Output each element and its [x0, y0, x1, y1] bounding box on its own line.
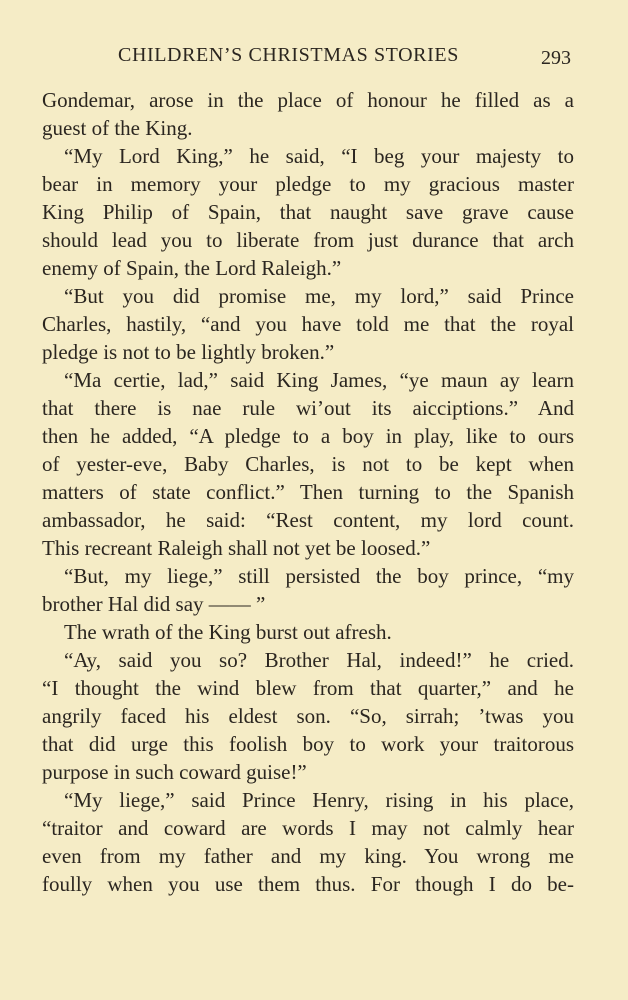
- text-line: even from my father and my king. You wrong me: [42, 844, 574, 868]
- text-line: This recreant Raleigh shall not yet be loosed.”: [42, 536, 431, 560]
- text-line: should lead you to liberate from just durance that arch: [42, 228, 574, 252]
- text-line: The wrath of the King burst out afresh.: [64, 620, 392, 644]
- text-line: bear in memory your pledge to my gracious master: [42, 172, 574, 196]
- text-line: “Ma certie, lad,” said King James, “ye maun ay learn: [64, 368, 574, 392]
- page-number: 293: [541, 47, 571, 69]
- running-title: CHILDREN’S CHRISTMAS STORIES: [118, 44, 459, 66]
- text-line: “I thought the wind blew from that quarter,” and he: [42, 676, 574, 700]
- text-line: King Philip of Spain, that naught save grave cause: [42, 200, 574, 224]
- text-line: foully when you use them thus. For though I do be-: [42, 872, 574, 896]
- text-line: ambassador, he said: “Rest content, my lord count.: [42, 508, 574, 532]
- text-line: guest of the King.: [42, 116, 193, 140]
- text-line: that there is nae rule wi’out its aicciptions.” And: [42, 396, 574, 420]
- text-line: brother Hal did say —— ”: [42, 592, 266, 616]
- text-line: Charles, hastily, “and you have told me that the royal: [42, 312, 574, 336]
- text-line: purpose in such coward guise!”: [42, 760, 307, 784]
- text-line: of yester-eve, Baby Charles, is not to be kept when: [42, 452, 574, 476]
- text-line: “But, my liege,” still persisted the boy prince, “my: [64, 564, 574, 588]
- body-text: [42, 86, 574, 898]
- text-line: matters of state conflict.” Then turning to the Spanish: [42, 480, 574, 504]
- text-line: “Ay, said you so? Brother Hal, indeed!” he cried.: [64, 648, 574, 672]
- text-line: enemy of Spain, the Lord Raleigh.”: [42, 256, 342, 280]
- text-line: that did urge this foolish boy to work your traitorous: [42, 732, 574, 756]
- text-line: pledge is not to be lightly broken.”: [42, 340, 335, 364]
- text-line: “My liege,” said Prince Henry, rising in his place,: [64, 788, 574, 812]
- text-line: then he added, “A pledge to a boy in play, like to ours: [42, 424, 574, 448]
- text-line: “My Lord King,” he said, “I beg your majesty to: [64, 144, 574, 168]
- text-line: Gondemar, arose in the place of honour he filled as a: [42, 88, 574, 112]
- text-line: angrily faced his eldest son. “So, sirrah; ’twas you: [42, 704, 574, 728]
- text-line: “But you did promise me, my lord,” said Prince: [64, 284, 574, 308]
- text-line: “traitor and coward are words I may not calmly hear: [42, 816, 574, 840]
